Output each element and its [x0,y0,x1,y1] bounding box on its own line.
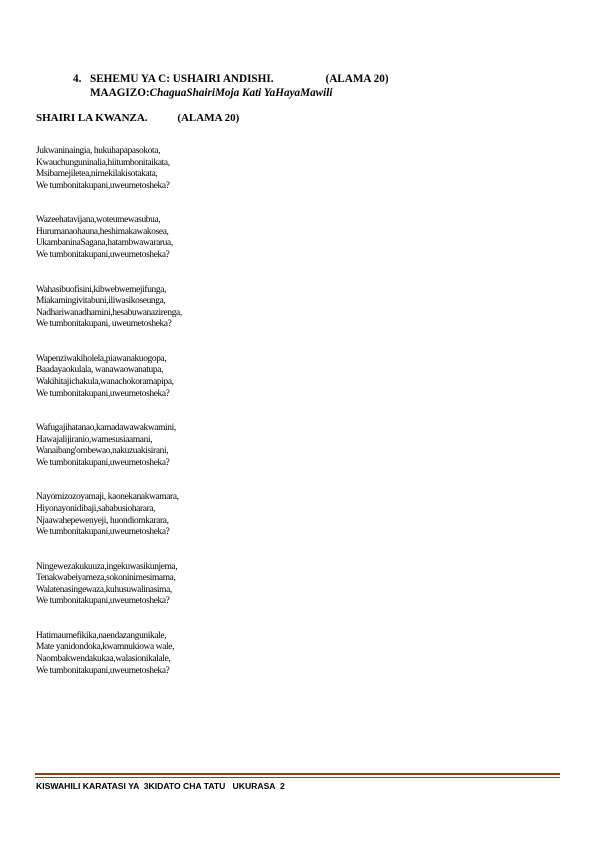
poem-line: Msibamejiletea,nimekilakisotakata, [36,169,158,180]
poem-body [36,146,336,700]
instruction-line [73,86,533,100]
poem-stanza [36,354,336,400]
poem-line: Wakihitajichakula,wanachokoramapipa, [36,376,174,387]
section-heading [73,72,533,100]
poem-line: We tumbonitakupani,uweumetosheka? [36,388,170,399]
poem-stanza [36,215,336,261]
poem-line: Tenakwabeiyameza,sokoninimesimama, [36,573,176,584]
poem-line: Naombakwendakukaa,walasionikalale, [36,654,171,665]
poem-stanza [36,492,336,538]
footer-divider-thin [35,777,560,778]
poem-line: Kwauchunguninalia,hiitumbonitaikata, [36,157,170,168]
poem-line: Njaawahepewenyeji, huondiomkarara, [36,515,169,526]
question-number: 4. [73,73,82,85]
poem-stanza [36,562,336,608]
poem-line: We tumbonitakupani,uweumetosheka? [36,596,170,607]
instruction-text: ChaguaShairiMoja Kati YaHayaMawili [149,87,333,99]
poem-line: Wahasibuofisini,kibwebwemejifunga, [36,284,167,295]
section-title-line [73,72,533,86]
poem-line: Hatimaumefikika,naendazangunikale, [36,630,167,641]
footer-divider [35,773,560,775]
poem-line: Hiyonayonidibaji,sababusioharara, [36,503,156,514]
poem-line: Wapenziwakiholela,piawanakuogopa, [36,353,167,364]
poem-line: We tumbonitakupani,uweumetosheka? [36,527,170,538]
poem-stanza [36,146,336,192]
poem-line: We tumbonitakupani,uweumetosheka? [36,457,170,468]
poem-line: We tumbonitakupani,uweumetosheka? [36,180,170,191]
poem-stanza [36,631,336,677]
poem-title: SHAIRI LA KWANZA. [36,112,148,124]
poem-stanza [36,423,336,469]
poem-line: UkambaninaSagana,hatambwawararua, [36,238,173,249]
poem-line: Nadhariwanadhamini,hesabuwanazirenga, [36,307,182,318]
poem-line: Wazeehatavijana,woteumewasubua, [36,215,161,226]
poem-marks: (ALAMA 20) [177,112,240,124]
poem-heading [36,112,239,125]
instruction-label: MAAGIZO: [90,87,150,99]
poem-line: Mate yanidondoka,kwamnukiowa wale, [36,642,175,653]
poem-line: Wafugajihatanao,kamadawawakwamini, [36,423,176,434]
poem-line: Wanaibang'ombewao,nakuzuakisirani, [36,446,169,457]
poem-line: Hawajalijiranio,wamesusiaamani, [36,434,153,445]
poem-line: Jukwaninaingia, hukuhapapasokota, [36,146,161,156]
poem-line: We tumbonitakupani,uweumetosheka? [36,250,170,261]
poem-stanza [36,285,336,331]
poem-line: Hurumanaohauna,heshimakawakosea, [36,226,169,237]
poem-line: We tumbonitakupani,uweumetosheka? [36,665,170,676]
poem-line: Miakamingivitabuni,iliwasikoseunga, [36,296,166,307]
poem-line: Ningewezakukuuza,ingekuwasikunjema, [36,561,178,572]
page-footer: KISWAHILI KARATASI YA 3KIDATO CHA TATU UKURASA 2 [36,781,285,791]
section-marks: (ALAMA 20) [325,73,389,85]
poem-line: Walatenasingewaza,kuhusuwalinasima, [36,584,172,595]
section-title: SEHEMU YA C: USHAIRI ANDISHI. [90,73,274,85]
poem-line: Baadayaokulala, wanawaowanatupa, [36,365,164,376]
poem-line: Nayomizozoyamaji, kaonekanakwamara, [36,492,179,503]
poem-line: We tumbonitakupani, uweumetosheka? [36,319,172,330]
